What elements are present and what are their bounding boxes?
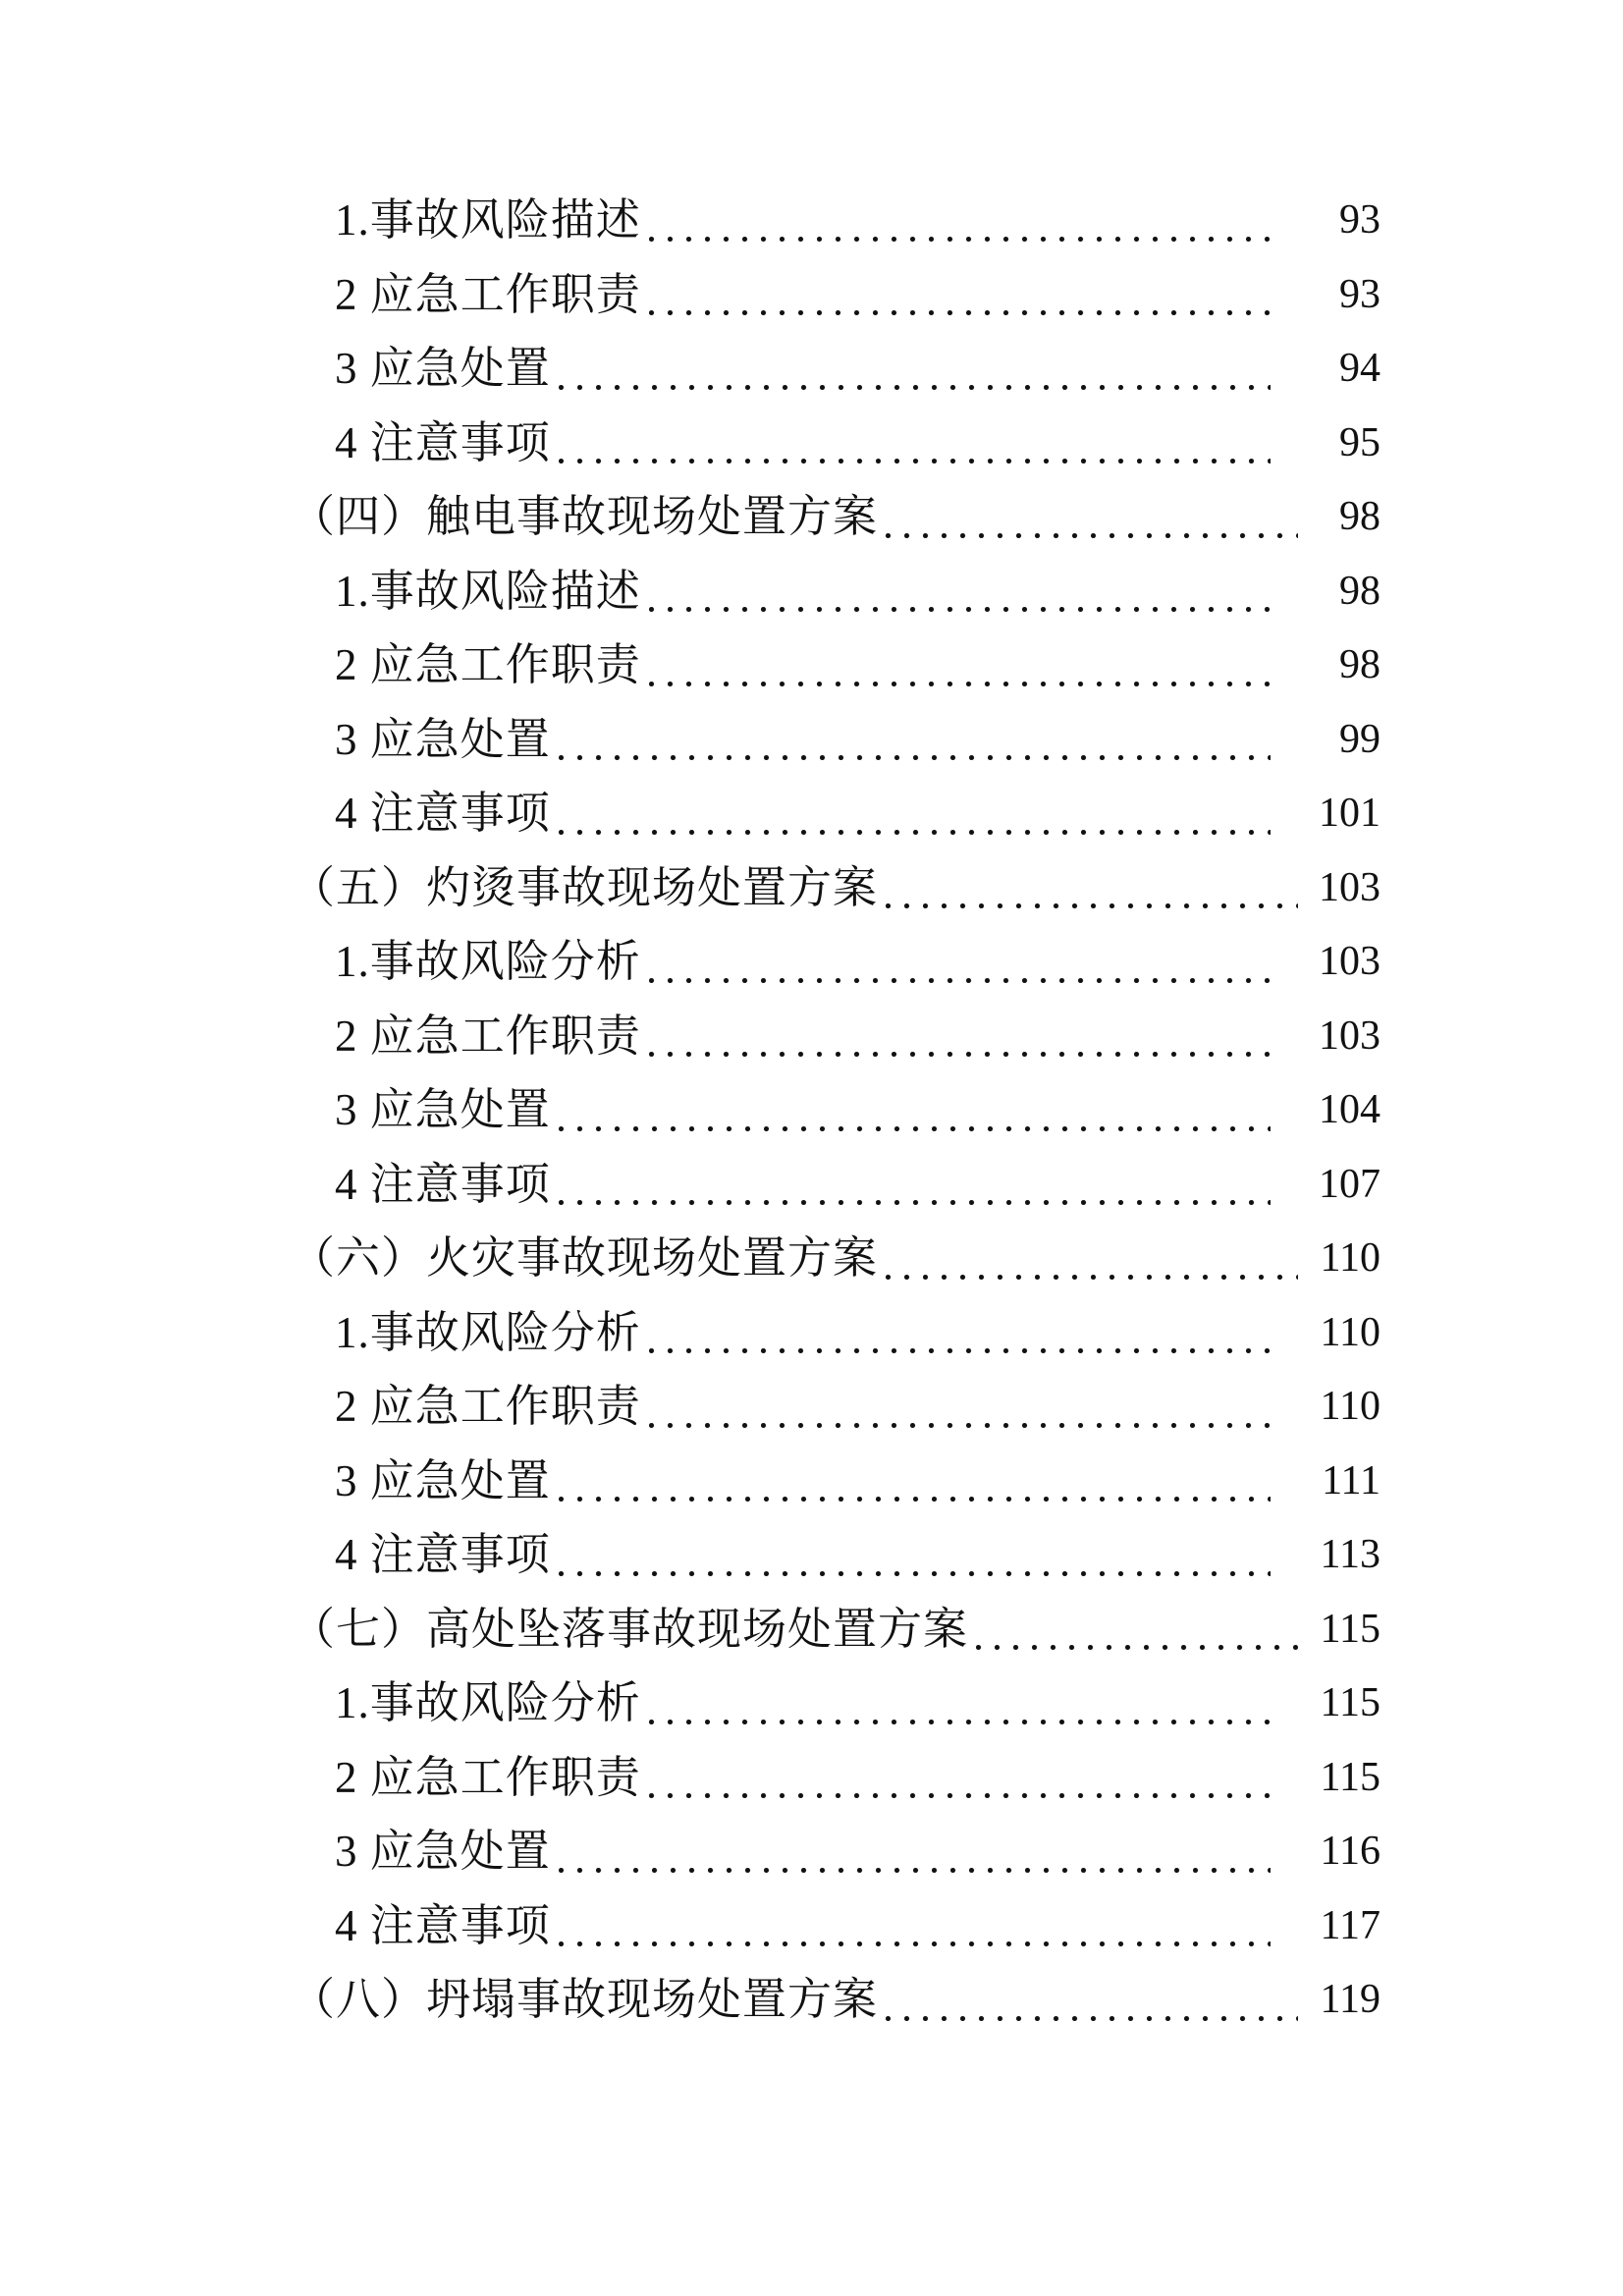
dot-leader	[878, 851, 1302, 926]
dot-leader	[551, 1518, 1274, 1593]
dot-leader	[878, 480, 1302, 555]
dot-leader	[551, 777, 1274, 851]
dot-leader	[551, 1815, 1274, 1889]
toc-entry-label: 3 应急处置	[335, 344, 551, 393]
toc-entry[interactable]	[291, 1073, 1380, 1148]
toc-entry-page-number: 113	[1320, 1532, 1380, 1577]
toc-entry[interactable]	[291, 851, 1380, 926]
toc-entry[interactable]	[291, 1000, 1380, 1074]
toc-entry-page-number: 98	[1339, 568, 1380, 614]
toc-entry[interactable]	[291, 1815, 1380, 1889]
dot-leader	[551, 1148, 1274, 1223]
toc-entry-page-number: 98	[1339, 642, 1380, 687]
toc-entry-label: 1.事故风险分析	[335, 1678, 641, 1727]
toc-entry-label: 4 注意事项	[335, 1900, 551, 1950]
dot-leader	[878, 1222, 1302, 1296]
dot-leader	[641, 1000, 1274, 1074]
toc-entry-page-number: 117	[1320, 1902, 1380, 1948]
toc-entry-label: 2 应急工作职责	[335, 640, 641, 689]
toc-entry[interactable]	[291, 332, 1380, 407]
toc-entry-label: 3 应急处置	[335, 714, 551, 764]
dot-leader	[551, 332, 1274, 407]
toc-entry-page-number: 116	[1320, 1829, 1380, 1874]
toc-entry[interactable]	[291, 555, 1380, 629]
toc-entry-label: 2 应急工作职责	[335, 269, 641, 319]
toc-entry-label: 1.事故风险描述	[335, 195, 641, 245]
toc-entry[interactable]	[291, 1889, 1380, 1964]
toc-entry-page-number: 93	[1339, 197, 1380, 243]
dot-leader	[878, 1963, 1302, 2038]
toc-entry[interactable]	[291, 1445, 1380, 1519]
dot-leader	[641, 1370, 1274, 1445]
toc-entry-page-number: 101	[1319, 791, 1380, 836]
toc-entry-label: （八）坍塌事故现场处置方案	[291, 1975, 879, 2024]
dot-leader	[641, 925, 1274, 1000]
toc-entry-page-number: 104	[1319, 1087, 1380, 1132]
toc-entry-label: 2 应急工作职责	[335, 1752, 641, 1802]
toc-entry[interactable]	[291, 1296, 1380, 1371]
toc-entry-page-number: 115	[1320, 1754, 1380, 1800]
toc-entry[interactable]	[291, 480, 1380, 555]
toc-entry-page-number: 103	[1319, 1012, 1380, 1059]
dot-leader	[641, 555, 1274, 629]
toc-entry-label: （五）灼烫事故现场处置方案	[291, 862, 879, 912]
toc-entry[interactable]	[291, 258, 1380, 333]
dot-leader	[641, 258, 1274, 333]
toc-entry[interactable]	[291, 925, 1380, 1000]
toc-entry[interactable]	[291, 777, 1380, 851]
toc-entry-label: （六）火灾事故现场处置方案	[291, 1233, 879, 1283]
toc-entry-page-number: 94	[1339, 346, 1380, 391]
toc-entry-label: （四）触电事故现场处置方案	[291, 492, 879, 541]
toc-entry-label: 1.事故风险描述	[335, 566, 641, 616]
toc-entry-page-number: 111	[1322, 1457, 1380, 1503]
toc-entry-label: 4 注意事项	[335, 1159, 551, 1209]
toc-entry-page-number: 110	[1320, 1384, 1380, 1429]
toc-entry-page-number: 110	[1320, 1309, 1380, 1355]
dot-leader	[551, 407, 1274, 481]
toc-entry[interactable]	[291, 1518, 1380, 1593]
toc-entry-page-number: 107	[1319, 1161, 1380, 1207]
dot-leader	[968, 1593, 1302, 1667]
toc-entry[interactable]	[291, 1593, 1380, 1667]
dot-leader	[551, 703, 1274, 778]
toc-entry-label: 4 注意事项	[335, 789, 551, 838]
toc-entry-page-number: 110	[1320, 1235, 1380, 1281]
toc-entry-label: 1.事故风险分析	[335, 937, 641, 986]
toc-entry-page-number: 115	[1320, 1606, 1380, 1652]
dot-leader	[551, 1445, 1274, 1519]
toc-entry-label: 4 注意事项	[335, 1530, 551, 1579]
toc-entry[interactable]	[291, 184, 1380, 258]
toc-entry-page-number: 103	[1319, 864, 1380, 910]
dot-leader	[641, 1741, 1274, 1816]
toc-entry-label: 2 应急工作职责	[335, 1382, 641, 1431]
dot-leader	[551, 1073, 1274, 1148]
toc-entry-page-number: 119	[1320, 1977, 1380, 2022]
toc-entry-label: 4 注意事项	[335, 417, 551, 467]
toc-entry[interactable]	[291, 1741, 1380, 1816]
dot-leader	[641, 184, 1274, 258]
toc-entry[interactable]	[291, 703, 1380, 778]
toc-entry-page-number: 99	[1339, 716, 1380, 762]
toc-entry-label: 2 应急工作职责	[335, 1011, 641, 1061]
toc-entry-page-number: 115	[1320, 1680, 1380, 1725]
toc-list	[291, 184, 1380, 2038]
toc-entry-page-number: 95	[1339, 419, 1380, 465]
toc-entry[interactable]	[291, 407, 1380, 481]
toc-entry-page-number: 103	[1319, 939, 1380, 984]
dot-leader	[551, 1889, 1274, 1964]
toc-entry-page-number: 93	[1339, 271, 1380, 317]
dot-leader	[641, 1296, 1274, 1371]
toc-entry-label: 3 应急处置	[335, 1455, 551, 1505]
toc-entry[interactable]	[291, 1667, 1380, 1741]
toc-entry-label: 3 应急处置	[335, 1827, 551, 1876]
toc-entry-label: 1.事故风险分析	[335, 1307, 641, 1357]
toc-entry[interactable]	[291, 1963, 1380, 2038]
toc-entry-page-number: 98	[1339, 494, 1380, 539]
toc-entry-label: （七）高处坠落事故现场处置方案	[291, 1604, 969, 1654]
toc-entry[interactable]	[291, 1148, 1380, 1223]
dot-leader	[641, 1667, 1274, 1741]
toc-entry[interactable]	[291, 1370, 1380, 1445]
toc-entry-label: 3 应急处置	[335, 1085, 551, 1134]
dot-leader	[641, 629, 1274, 703]
toc-entry[interactable]	[291, 1222, 1380, 1296]
toc-entry[interactable]	[291, 629, 1380, 703]
